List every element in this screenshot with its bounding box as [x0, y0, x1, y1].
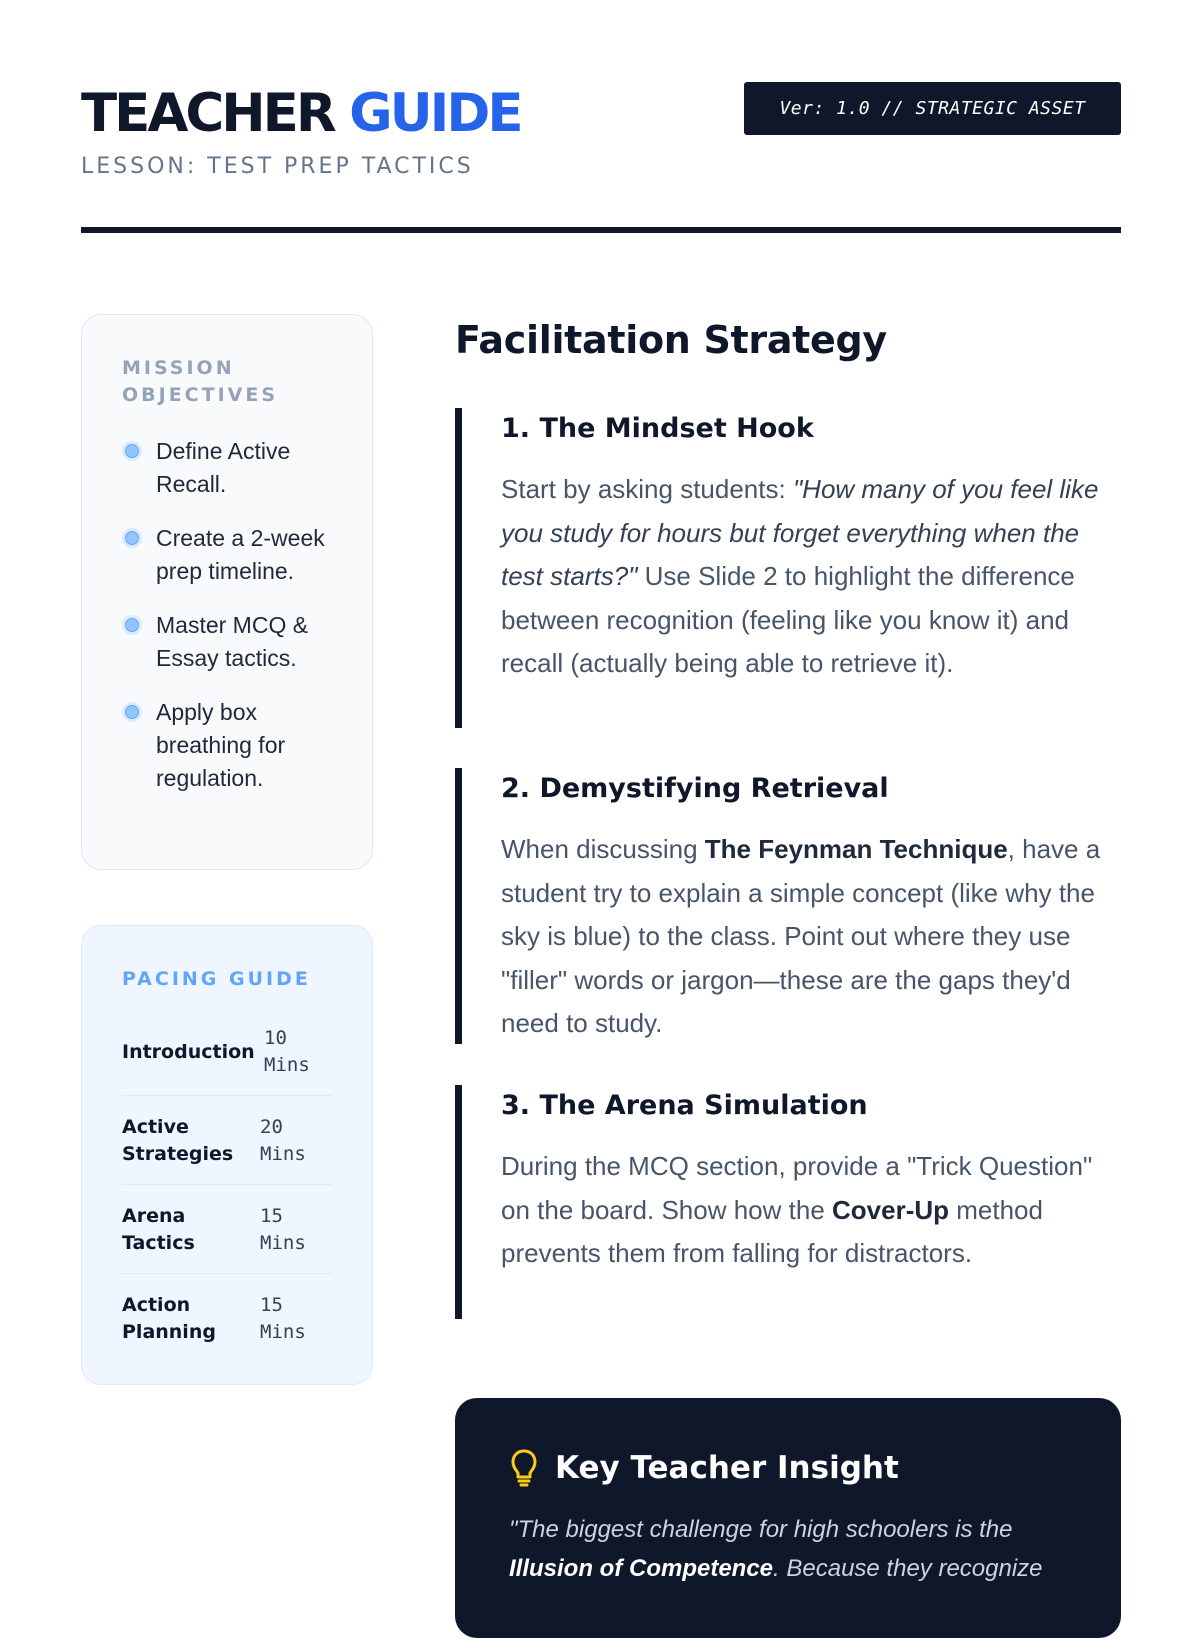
pacing-time: 20 Mins: [260, 1116, 306, 1165]
pacing-title: PACING GUIDE: [122, 968, 311, 990]
insight-header: [509, 1448, 1067, 1488]
insight-title: Key Teacher Insight: [555, 1450, 899, 1486]
step-body: Start by asking students: "How many of you feel like you study for hours but forget everything when the test starts?" Use Slide 2 to highlight the difference between recognition (feeling like you know it) and recall (actually being able to retrieve it).: [501, 474, 1099, 678]
pacing-guide-card: [81, 925, 373, 1385]
objective-text: Apply box breathing for regulation.: [156, 699, 286, 791]
insight-quote: "The biggest challenge for high schoolers is the Illusion of Competence. Because they recognize: [509, 1516, 1043, 1582]
title-part-guide: GUIDE: [349, 83, 521, 144]
lightbulb-icon: [509, 1448, 539, 1488]
step-body: During the MCQ section, provide a "Trick Question" on the board. Show how the Cover-Up method prevents them from falling for distractors.: [501, 1151, 1093, 1268]
objective-item: [122, 696, 332, 795]
step-title: 2. Demystifying Retrieval: [501, 773, 889, 804]
page-title: [81, 82, 521, 146]
pacing-time: 15 Mins: [260, 1294, 306, 1343]
version-badge: Ver: 1.0 // STRATEGIC ASSET: [744, 82, 1121, 135]
strategy-step-3: [455, 1085, 1121, 1319]
title-part-teacher: TEACHER: [81, 83, 350, 144]
pacing-list: [122, 1015, 332, 1362]
student-question-quote: "How many of you feel like you study for hours but forget everything when the test starts?": [501, 474, 1099, 591]
pacing-label: Introduction: [122, 1040, 255, 1063]
facilitation-section: [455, 314, 1121, 1268]
key-insight-card: [455, 1398, 1121, 1638]
pacing-time: 15 Mins: [260, 1205, 306, 1254]
pacing-row: [122, 1185, 332, 1274]
objective-text: Define Active Recall.: [156, 438, 291, 497]
strategy-step-2: [455, 768, 1121, 1044]
header-divider: [81, 227, 1121, 233]
target-bullet-icon: [122, 528, 142, 548]
lesson-subtitle: LESSON: TEST PREP TACTICS: [81, 154, 474, 179]
pacing-label: Arena Tactics: [122, 1205, 195, 1254]
step-title: 3. The Arena Simulation: [501, 1090, 868, 1121]
objective-item: [122, 609, 332, 675]
objective-item: [122, 522, 332, 588]
objective-text: Create a 2-week prep timeline.: [156, 525, 325, 584]
objective-item: [122, 435, 332, 501]
step-title: 1. The Mindset Hook: [501, 413, 814, 444]
target-bullet-icon: [122, 441, 142, 461]
pacing-row: [122, 1274, 332, 1362]
pacing-time: 10 Mins: [264, 1027, 310, 1076]
objectives-list: [122, 435, 332, 795]
illusion-term: Illusion of Competence: [509, 1555, 774, 1582]
strategy-step-1: [455, 408, 1121, 728]
pacing-row: [122, 1015, 332, 1096]
pacing-row: [122, 1096, 332, 1185]
pacing-label: Active Strategies: [122, 1116, 234, 1165]
section-title: Facilitation Strategy: [455, 318, 887, 362]
technique-name: The Feynman Technique: [704, 834, 1008, 864]
objectives-title: MISSION OBJECTIVES: [122, 357, 279, 406]
objective-text: Master MCQ & Essay tactics.: [156, 612, 309, 671]
pacing-label: Action Planning: [122, 1294, 216, 1343]
target-bullet-icon: [122, 702, 142, 722]
method-name: Cover-Up: [832, 1194, 950, 1225]
step-body: When discussing The Feynman Technique, have a student try to explain a simple concept (like why the sky is blue) to the class. Point out where they use "filler" words or jargon—these are the gaps they'd need to study.: [501, 834, 1101, 1038]
target-bullet-icon: [122, 615, 142, 635]
mission-objectives-card: [81, 314, 373, 870]
